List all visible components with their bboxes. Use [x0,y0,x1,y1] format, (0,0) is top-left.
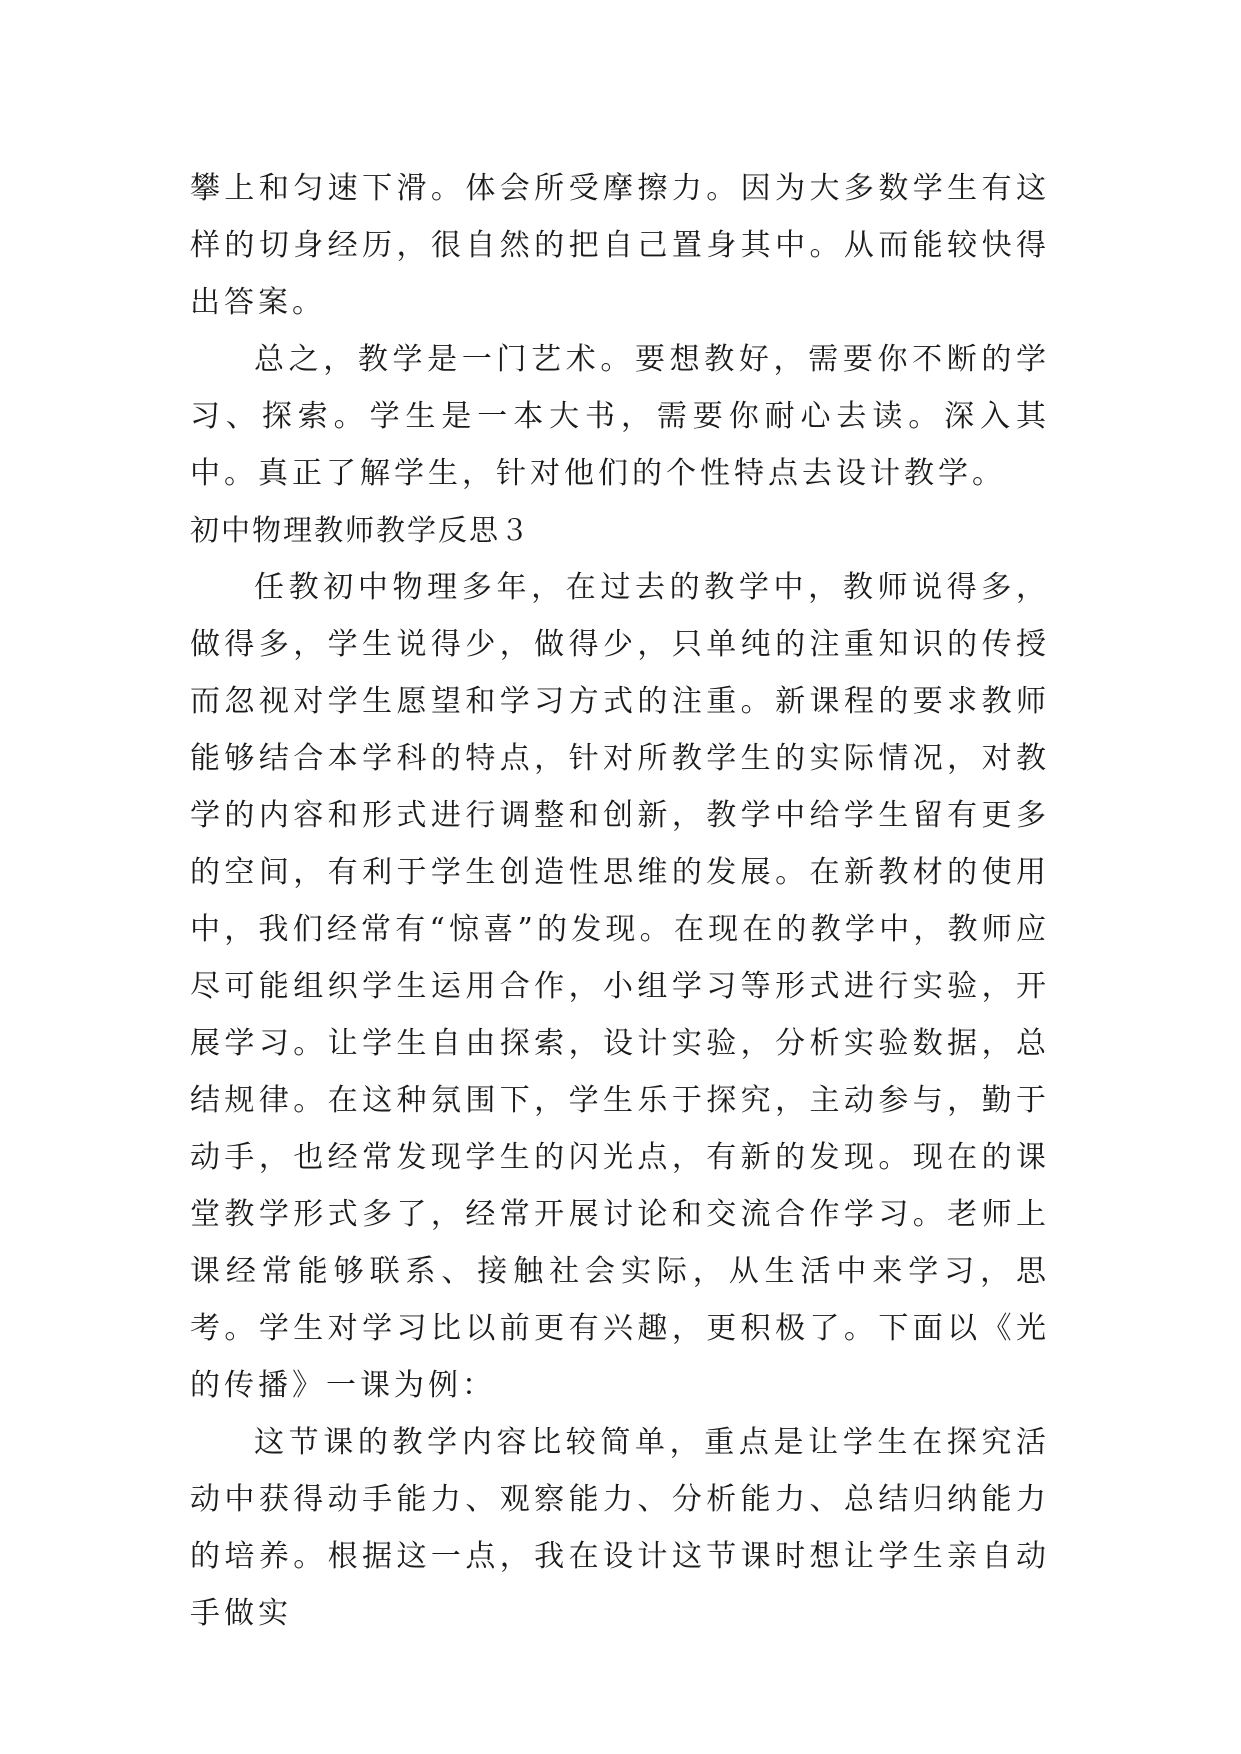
paragraph-conclusion: 总之，教学是一门艺术。要想教好，需要你不断的学习、探索。学生是一本大书，需要你耐心去读。深入其中。真正了解学生，针对他们的个性特点去设计教学。 [190,342,1050,491]
paragraph-lesson-example: 这节课的教学内容比较简单，重点是让学生在探究活动中获得动手能力、观察能力、分析能力、总结归纳能力的培养。根据这一点，我在设计这节课时想让学生亲自动手做实 [190,1425,1050,1631]
paragraph-continuation: 攀上和匀速下滑。体会所受摩擦力。因为大多数学生有这样的切身经历，很自然的把自己置身其中。从而能较快得出答案。 [190,171,1050,320]
paragraph-intro: 任教初中物理多年，在过去的教学中，教师说得多，做得多，学生说得少，做得少，只单纯的注重知识的传授而忽视对学生愿望和学习方式的注重。新课程的要求教师能够结合本学科的特点，针对所教学生的实际情况，对教学的内容和形式进行调整和创新，教学中给学生留有更多的空间，有利于学生创造性思维的发展。在新教材的使用中，我们经常有“惊喜”的发现。在现在的教学中，教师应尽可能组织学生运用合作，小组学习等形式进行实验，开展学习。让学生自由探索，设计实验，分析实验数据，总结规律。在这种氛围下，学生乐于探究，主动参与，勤于动手，也经常发现学生的闪光点，有新的发现。现在的课堂教学形式多了，经常开展讨论和交流合作学习。老师上课经常能够联系、接触社会实际，从生活中来学习，思考。学生对学习比以前更有兴趣，更积极了。下面以《光的传播》一课为例： [190,570,1050,1403]
document-body [190,160,1050,1642]
section-title: 初中物理教师教学反思３ [190,513,532,547]
